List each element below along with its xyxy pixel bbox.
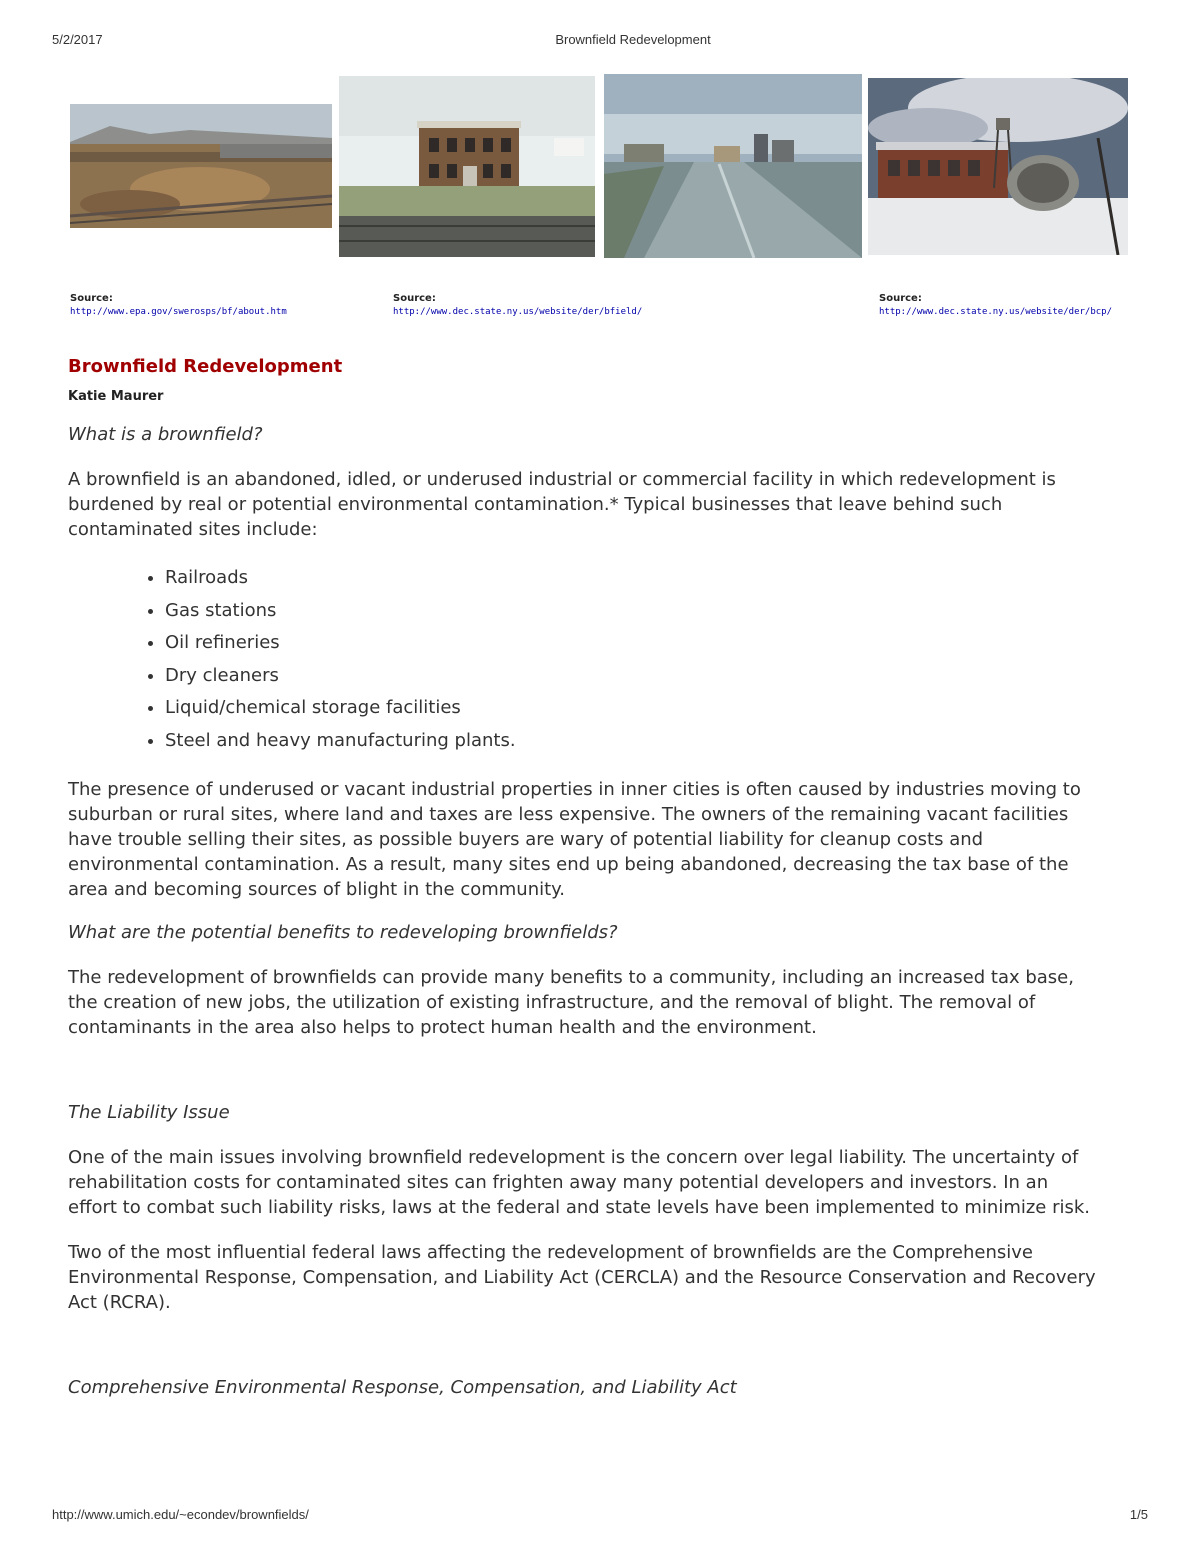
list-item: • Liquid/chemical storage facilities [165,692,1098,725]
article-title: Brownfield Redevelopment [68,356,343,377]
article-author: Katie Maurer [68,389,164,404]
section-heading-what-is: What is a brownfield? [68,424,263,445]
list-item: • Gas stations [165,595,1098,628]
paragraph-causes: The presence of underused or vacant industrial properties in inner cities is often caused by industries moving to suburban or rural sites, where land and taxes are less expensive. The owners of the remaining vacant facilities have trouble selling their sites, as possible buyers are wary of potential liability for cleanup costs and environmental contamination. As a result, many sites end up being abandoned, decreasing the tax base of the area and becoming sources of blight in the community. [68,779,1081,900]
paragraph-definition: A brownfield is an abandoned, idled, or underused industrial or commercial facility in which redevelopment is burdened by real or potential environmental contamination.* Typical businesses that leave behind such contaminated sites include: [68,469,1056,540]
print-date: 5/2/2017 [52,32,103,47]
section-heading-benefits: What are the potential benefits to redeveloping brownfields? [68,922,618,943]
print-page-number: 1/5 [1129,1507,1148,1522]
source-label: Source: [879,293,922,304]
source-link-2[interactable]: http://www.dec.state.ny.us/website/der/bfield/ [393,307,643,317]
section-heading-liability: The Liability Issue [68,1102,230,1123]
photo-railyard [70,104,332,228]
photo-brick-building [339,76,595,257]
image-source-3 [879,292,1112,319]
list-item: • Dry cleaners [165,660,1098,693]
paragraph-liability: One of the main issues involving brownfield redevelopment is the concern over legal liability. The uncertainty of rehabilitation costs for contaminated sites can frighten away many potential developers and investors. In an effort to combat such liability risks, laws at the federal and state levels have been implemented to minimize risk. [68,1147,1091,1218]
print-url: http://www.umich.edu/~econdev/brownfields/ [52,1507,309,1522]
print-page-title: Brownfield Redevelopment [555,32,711,47]
image-source-2 [393,292,642,319]
section-heading-cercla: Comprehensive Environmental Response, Compensation, and Liability Act [68,1377,737,1398]
list-item: • Oil refineries [165,627,1098,660]
paragraph-benefits: The redevelopment of brownfields can provide many benefits to a community, including an increased tax base, the creation of new jobs, the utilization of existing infrastructure, and the removal of blight. The removal of contaminants in the area also helps to protect human health and the environment. [68,967,1074,1038]
list-item: • Railroads [165,562,1098,595]
source-link-1[interactable]: http://www.epa.gov/swerosps/bf/about.htm [70,307,287,317]
article-body [68,356,1098,1420]
paragraph-federal-laws: Two of the most influential federal laws affecting the redevelopment of brownfields are the Comprehensive Environmental Response, Compensation, and Liability Act (CERCLA) and the Resource Conservation and Recovery Act (RCRA). [68,1242,1096,1313]
business-list [68,562,1098,757]
source-link-3[interactable]: http://www.dec.state.ny.us/website/der/bcp/ [879,307,1112,317]
photo-flooded-lot [604,74,862,258]
image-source-1 [70,292,287,319]
source-label: Source: [70,293,113,304]
list-item: • Steel and heavy manufacturing plants. [165,725,1098,758]
source-label: Source: [393,293,436,304]
photo-industrial-site [868,78,1128,255]
